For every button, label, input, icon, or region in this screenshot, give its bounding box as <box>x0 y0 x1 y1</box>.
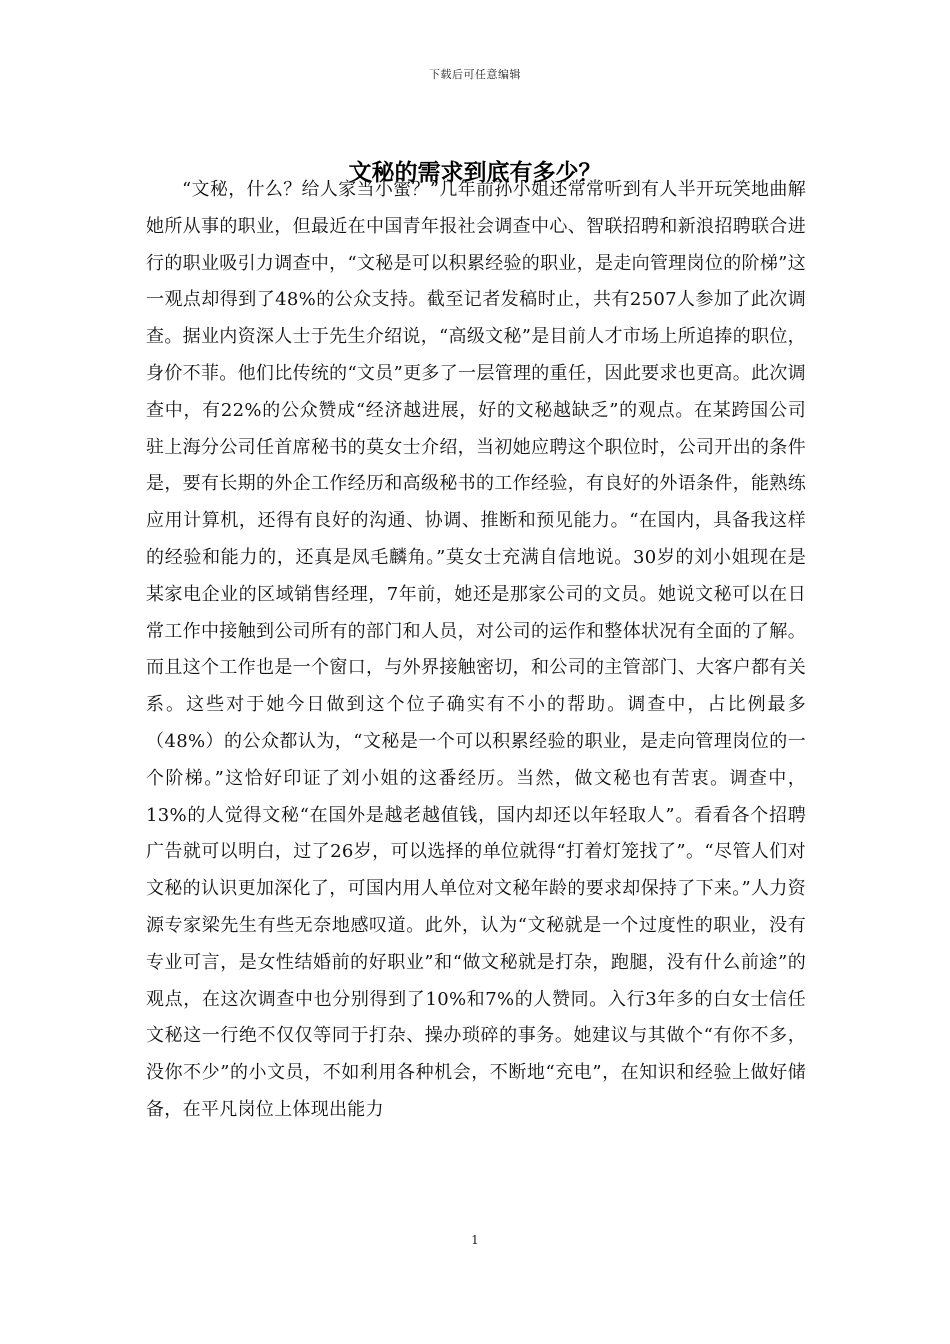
document-title: 文秘的需求到底有多少？ <box>348 160 602 186</box>
header-note: 下载后可任意编辑 <box>429 68 521 81</box>
page-number: 1 <box>471 1233 479 1247</box>
body-paragraph: “文秘，什么？给人家当小蜜？”几年前孙小姐还常常听到有人半开玩笑地曲解她所从事的职业，但最近在中国青年报社会调查中心、智联招聘和新浪招聘联合进行的职业吸引力调查中，“文秘是可以积累经验的职业，是走向管理岗位的阶梯”这一观点却得到了48%的公众支持。截至记者发稿时止，共有2507人参加了此次调查。据业内资深人士于先生介绍说，“高级文秘”是目前人才市场上所追捧的职位，身价不菲。他们比传统的“文员”更多了一层管理的重任，因此要求也更高。此次调查中，有22%的公众赞成“经济越进展，好的文秘越缺乏”的观点。在某跨国公司驻上海分公司任首席秘书的莫女士介绍，当初她应聘这个职位时，公司开出的条件是，要有长期的外企工作经历和高级秘书的工作经验，有良好的外语条件，能熟练应用计算机，还得有良好的沟通、协调、推断和预见能力。“在国内，具备我这样的经验和能力的，还真是凤毛麟角。”莫女士充满自信地说。30岁的刘小姐现在是某家电企业的区域销售经理，7年前，她还是那家公司的文员。她说文秘可以在日常工作中接触到公司所有的部门和人员，对公司的运作和整体状况有全面的了解。而且这个工作也是一个窗口，与外界接触密切，和公司的主管部门、大客户都有关系。这些对于她今日做到这个位子确实有不小的帮助。调查中，占比例最多（48%）的公众都认为，“文秘是一个可以积累经验的职业，是走向管理岗位的一个阶梯。”这恰好印证了刘小姐的这番经历。当然，做文秘也有苦衷。调查中，13%的人觉得文秘“在国外是越老越值钱，国内却还以年轻取人”。看看各个招聘广告就可以明白，过了26岁，可以选择的单位就得“打着灯笼找了”。“尽管人们对文秘的认识更加深化了，可国内用人单位对文秘年龄的要求却保持了下来。”人力资源专家梁先生有些无奈地感叹道。此外，认为“文秘就是一个过度性的职业，没有专业可言，是女性结婚前的好职业”和“做文秘就是打杂，跑腿，没有什么前途”的观点，在这次调查中也分别得到了10%和7%的人赞同。入行3年多的白女士信任文秘这一行绝不仅仅等同于打杂、操办琐碎的事务。她建议与其做个“有你不多，没你不少”的小文员，不如利用各种机会，不断地“充电”，在知识和经验上做好储备，在平凡岗位上体现出能力 <box>146 179 806 1120</box>
